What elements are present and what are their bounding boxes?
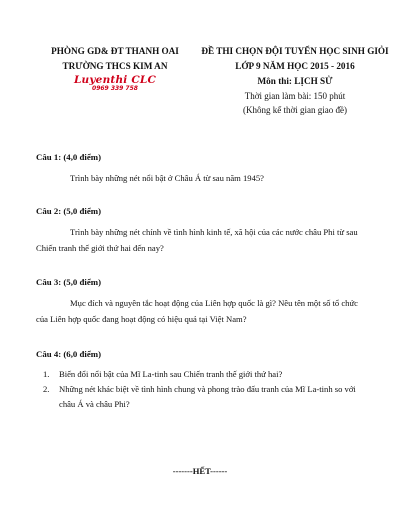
exam-subject: Môn thi: LỊCH SỬ [257, 76, 333, 86]
exam-note: (Không kể thời gian giao đề) [243, 105, 347, 115]
question-title: Câu 2: (5,0 điểm) [36, 206, 101, 216]
department-name: PHÒNG GD& ĐT THANH OAI [51, 46, 179, 56]
question-text: Trình bày những nét nổi bật ở Châu Á từ sau năm 1945? [70, 173, 264, 183]
school-info [40, 44, 190, 92]
luyenthi-logo [40, 75, 190, 92]
logo-phone: 0969 339 758 [92, 85, 138, 92]
end-marker: -------HẾT------ [172, 466, 228, 476]
item-text: Biến đổi nổi bật của Mĩ La-tinh sau Chiến tranh thế giới thứ hai? [59, 369, 283, 379]
item-text: Những nét khác biệt về tình hình chung và phong trào đấu tranh của Mĩ La-tinh so với châu Á và châu Phi? [59, 384, 356, 409]
item-number: 1. [43, 369, 50, 379]
item-number: 2. [43, 384, 50, 394]
question-title: Câu 4: (6,0 điểm) [36, 349, 101, 359]
exam-info [200, 44, 390, 117]
question-text: Mục đích và nguyên tắc hoạt động của Liên hợp quốc là gì? Nêu tên một số tổ chức của Liên hợp quốc đang hoạt động có hiệu quả tại Việt Nam? [36, 298, 358, 324]
exam-year: LỚP 9 NĂM HỌC 2015 - 2016 [235, 61, 355, 71]
question-text: Trình bày những nét chính về tình hình kinh tế, xã hội của các nước châu Phi từ sau Chiến tranh thế giới thứ hai đến nay? [36, 227, 358, 253]
question-items [36, 367, 366, 412]
school-name: TRƯỜNG THCS KIM AN [62, 61, 168, 71]
list-item [43, 367, 366, 382]
exam-time: Thời gian làm bài: 150 phút [244, 91, 346, 101]
list-item [43, 382, 366, 412]
question-title: Câu 1: (4,0 điểm) [36, 152, 101, 162]
exam-title: ĐỀ THI CHỌN ĐỘI TUYỂN HỌC SINH GIỎI [201, 46, 389, 56]
logo-text: Luyenthi CLC [73, 74, 157, 86]
question-title: Câu 3: (5,0 điểm) [36, 277, 101, 287]
